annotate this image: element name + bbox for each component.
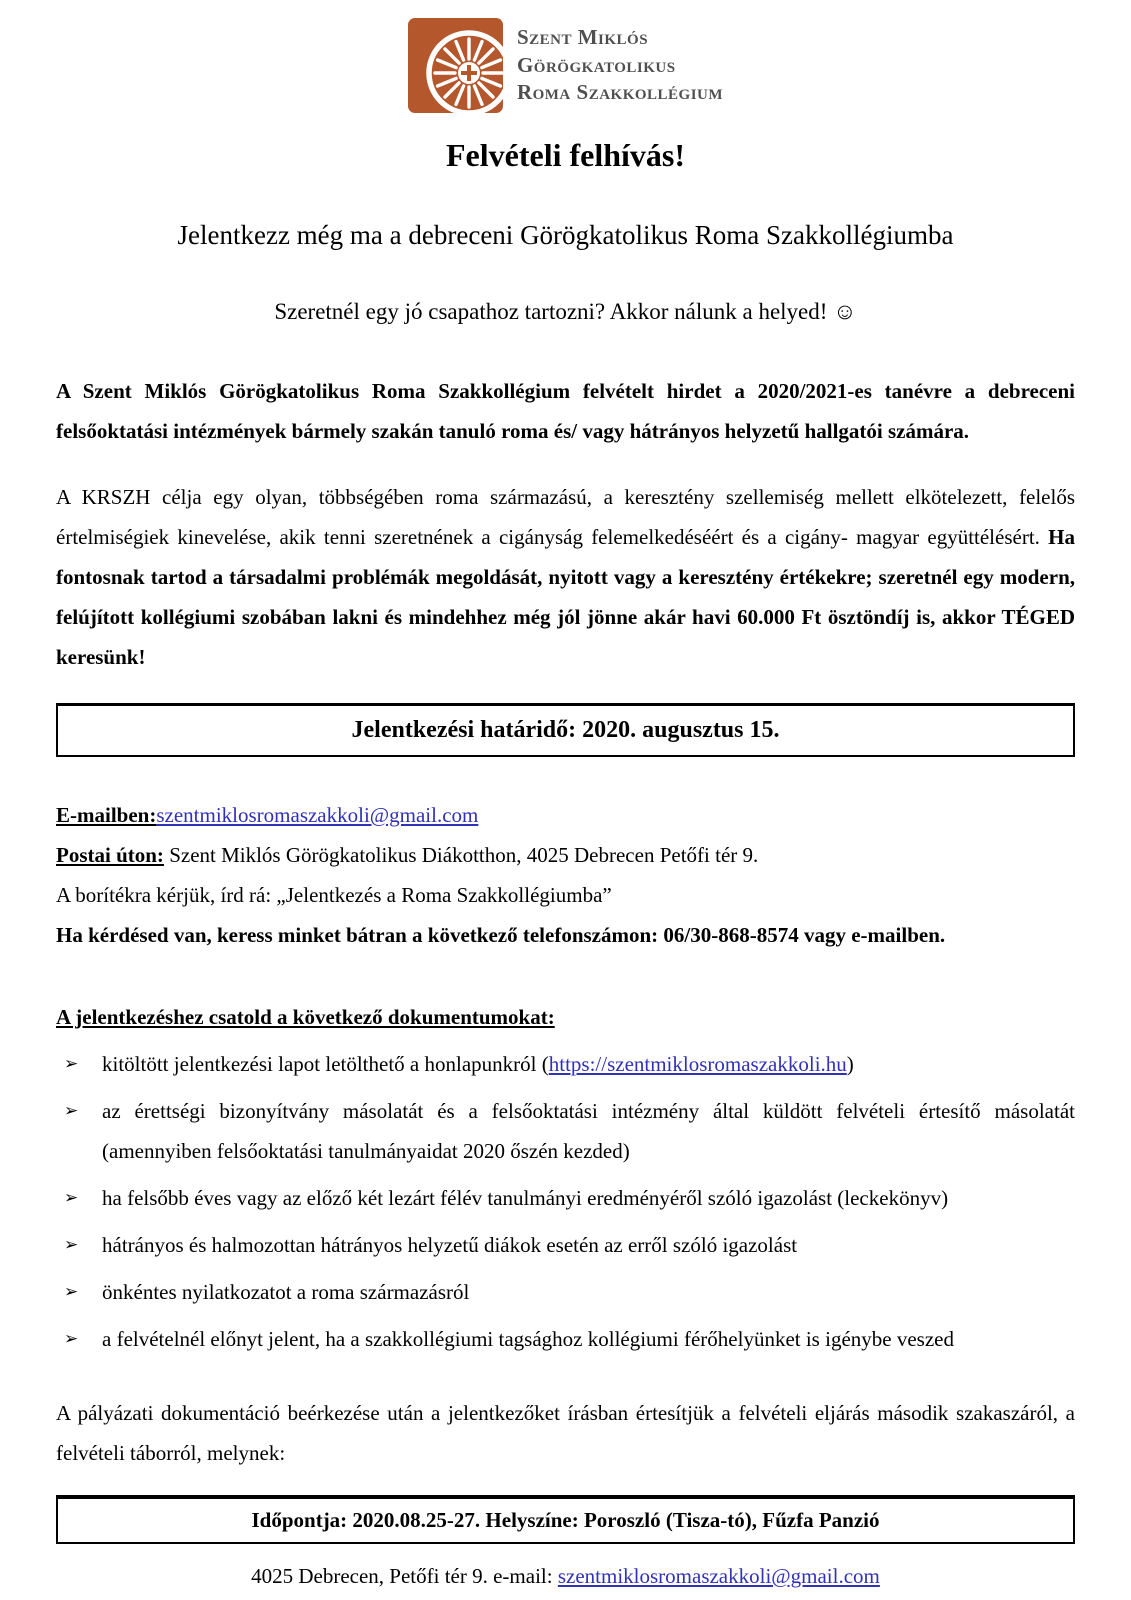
item-text: az érettségi bizonyítvány másolatát és a felsőoktatási intézmény által küldött felvételi értesítő másolatát (amennyiben felsőoktatási tanulmányaidat 2020 őszén kezded) [102,1099,1075,1163]
item-text: önkéntes nyilatkozatot a roma származásról [102,1280,470,1304]
item-text: ha felsőbb éves vagy az előző két lezárt félév tanulmányi eredményéről szóló igazolást (leckekönyv) [102,1186,949,1210]
logo-line-2: Görögkatolikus [516,52,676,77]
header-logo-block [56,0,1075,113]
roma-wheel-icon [408,18,503,113]
arrow-bullet-icon: ➢ [64,1329,79,1349]
item-text: kitöltött jelentkezési lapot letölthető a honlapunkról ( [102,1052,549,1076]
deadline-box: Jelentkezési határidő: 2020. augusztus 15. [56,703,1075,757]
closing-paragraph: A pályázati dokumentáció beérkezése után a jelentkezőket írásban értesítjük a felvételi eljárás második szakaszáról, a felvételi táborról, melynek: [56,1401,1075,1465]
item-text: hátrányos és halmozottan hátrányos helyzetű diákok esetén az erről szóló igazolást [102,1233,798,1257]
phone-note: Ha kérdésed van, keress minket bátran a következő telefonszámon: 06/30-868-8574 vagy e-mailben. [56,923,946,947]
mission-paragraph [56,477,1075,677]
envelope-note: A borítékra kérjük, írd rá: „Jelentkezés a Roma Szakkollégiumba” [56,883,612,907]
email-label: E-mailben: [56,803,157,827]
mission-bold-text: Ha fontosnak tartod a társadalmi problémák megoldását, nyitott vagy a keresztény értékekre; szeretnél egy modern, felújított kollégiumi szobában lakni és mindehhez még jól jönne akár havi 60.000 Ft ösztöndíj is, akkor TÉGED keresünk! [56,525,1075,669]
list-item [56,1225,1075,1265]
list-item [56,1319,1075,1359]
website-link[interactable]: https://szentmiklosromaszakkoli.hu [548,1052,847,1076]
list-item [56,1178,1075,1218]
footer [56,1564,1075,1589]
logo-line-1: Szent Miklós [516,24,649,49]
contact-email-line [56,795,1075,835]
contact-post-line [56,835,1075,875]
post-label: Postai úton: [56,843,164,867]
list-item [56,1091,1075,1171]
contact-block [56,795,1075,955]
subtitle: Jelentkezz még ma a debreceni Görögkatolikus Roma Szakkollégiumba [177,220,954,250]
list-item [56,1272,1075,1312]
arrow-bullet-icon: ➢ [64,1054,79,1074]
arrow-bullet-icon: ➢ [64,1101,79,1121]
camp-box: Időpontja: 2020.08.25-27. Helyszíne: Poroszló (Tisza-tó), Fűzfa Panzió [56,1495,1075,1544]
email-link[interactable]: szentmiklosromaszakkoli@gmail.com [156,803,479,827]
arrow-bullet-icon: ➢ [64,1282,79,1302]
arrow-bullet-icon: ➢ [64,1188,79,1208]
footer-address: 4025 Debrecen, Petőfi tér 9. e-mail: [251,1564,558,1588]
intro-paragraph: A Szent Miklós Görögkatolikus Roma Szakkollégium felvételt hirdet a 2020/2021-es tanévre a debreceni felsőoktatási intézmények bármely szakán tanuló roma és/ vagy hátrányos helyzetű hallgatói számára. [56,379,1075,443]
logo-line-3: Roma Szakkollégium [516,80,724,105]
item-text: ) [846,1052,854,1076]
logo-wordmark [517,24,723,107]
documents-heading: A jelentkezéshez csatold a következő dokumentumokat: [56,1005,555,1029]
item-text: a felvételnél előnyt jelent, ha a szakkollégiumi tagsághoz kollégiumi férőhelyünket is igénybe veszed [102,1327,954,1351]
documents-list [56,1044,1075,1359]
tagline: Szeretnél egy jó csapathoz tartozni? Akkor nálunk a helyed! ☺ [274,299,857,324]
list-item [56,1044,1075,1084]
post-text: Szent Miklós Görögkatolikus Diákotthon, 4025 Debrecen Petőfi tér 9. [163,843,759,867]
page-title: Felvételi felhívás! [445,137,686,173]
mission-normal-text: A KRSZH célja egy olyan, többségében roma származású, a keresztény szellemiség mellett elkötelezett, felelős értelmiségiek kinevelése, akik tenni szeretnének a cigányság felemelkedéséért és a cigány- magyar együttélésért. [56,485,1075,549]
arrow-bullet-icon: ➢ [64,1235,79,1255]
footer-email-link[interactable]: szentmiklosromaszakkoli@gmail.com [557,1564,880,1588]
